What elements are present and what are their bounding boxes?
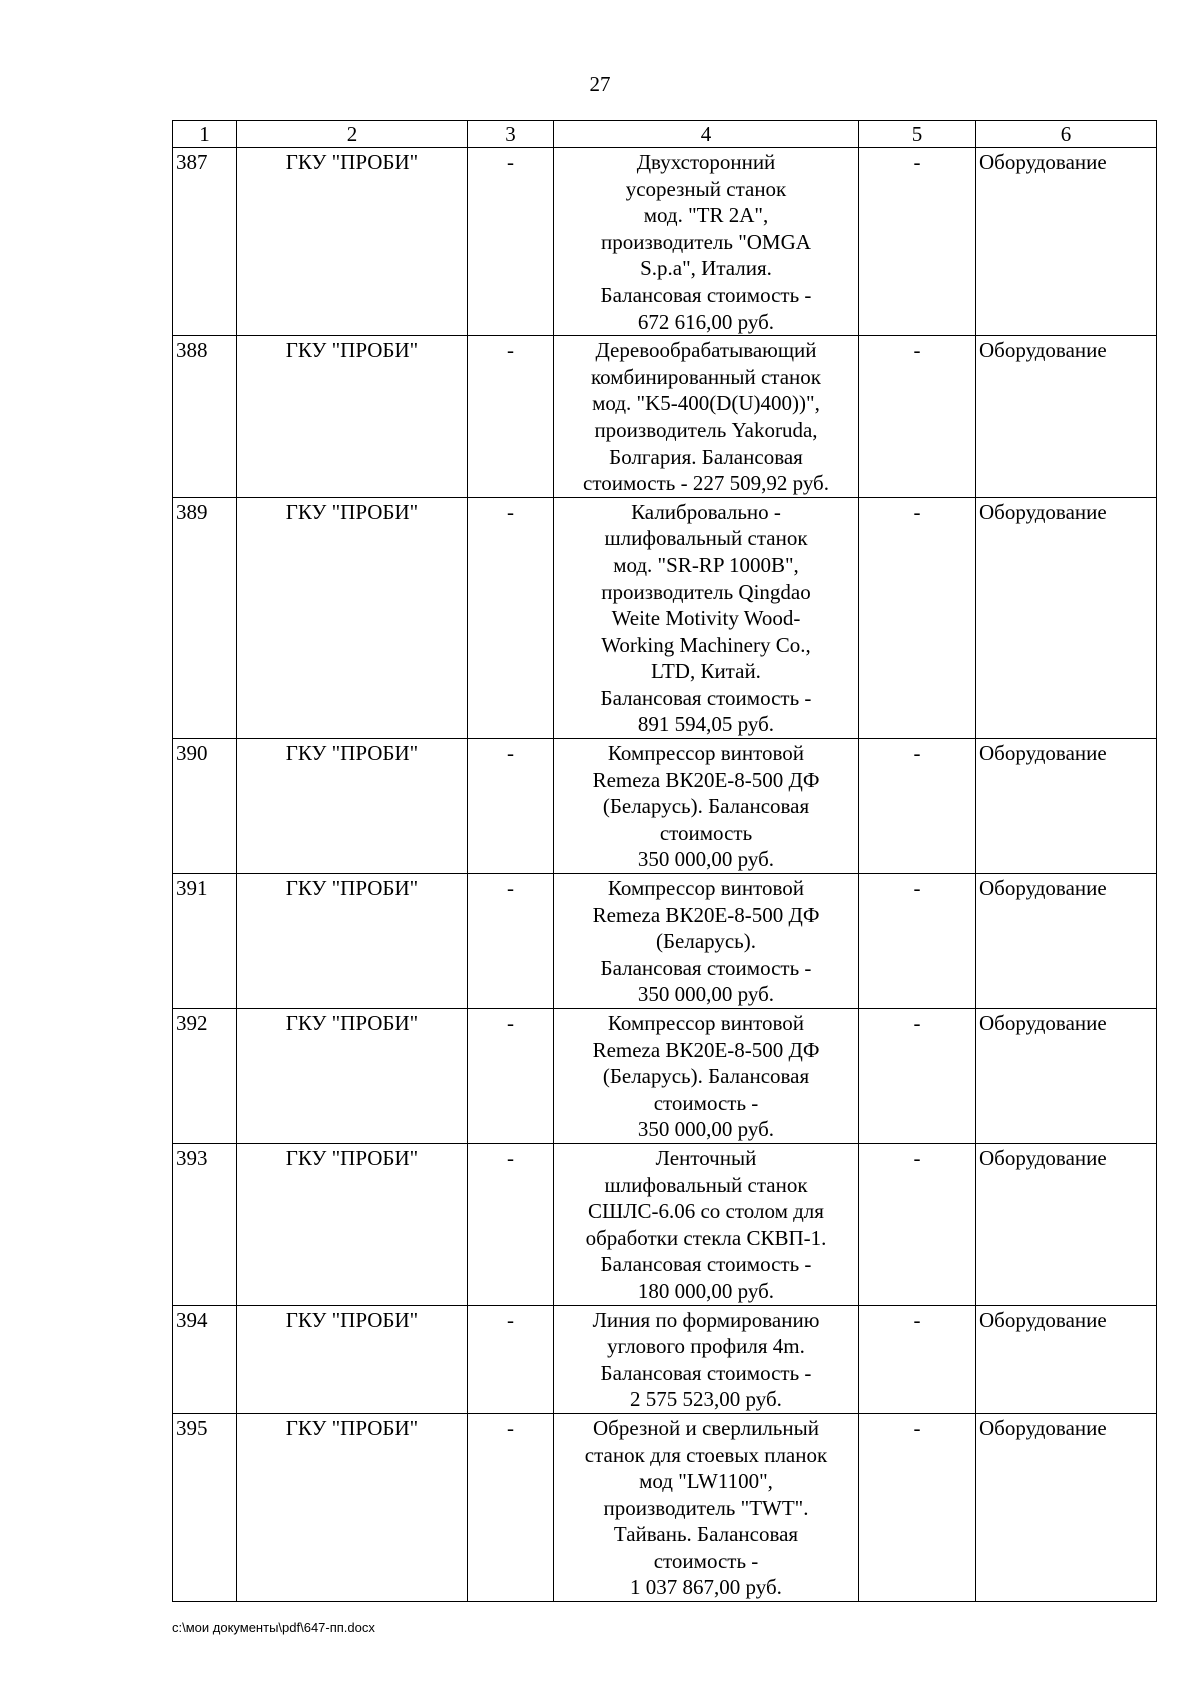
organization-cell: ГКУ "ПРОБИ" [237, 1009, 468, 1144]
table-row [173, 497, 1157, 738]
property-type-cell: Оборудование [976, 739, 1157, 874]
property-type-cell: Оборудование [976, 148, 1157, 336]
row-number: 387 [173, 148, 237, 336]
row-number: 389 [173, 497, 237, 738]
organization-cell: ГКУ "ПРОБИ" [237, 1143, 468, 1305]
organization-cell: ГКУ "ПРОБИ" [237, 1413, 468, 1601]
column-3-cell: - [468, 1413, 554, 1601]
organization-cell: ГКУ "ПРОБИ" [237, 497, 468, 738]
description-cell: Компрессор винтовой Remeza ВК20Е-8-500 ДФ (Беларусь). Балансовая стоимость - 350 000,00 руб. [554, 1009, 859, 1144]
organization-cell: ГКУ "ПРОБИ" [237, 1305, 468, 1413]
row-number: 394 [173, 1305, 237, 1413]
row-number: 393 [173, 1143, 237, 1305]
column-3-cell: - [468, 1143, 554, 1305]
table-row [173, 336, 1157, 498]
description-cell: Компрессор винтовой Remeza ВК20Е-8-500 ДФ (Беларусь). Балансовая стоимость - 350 000,00 руб. [554, 874, 859, 1009]
column-header: 6 [976, 121, 1157, 148]
table-header-row [173, 121, 1157, 148]
column-3-cell: - [468, 336, 554, 498]
table-row [173, 1143, 1157, 1305]
column-5-cell: - [859, 1305, 976, 1413]
column-3-cell: - [468, 1009, 554, 1144]
description-cell: Двухсторонний усорезный станок мод. "TR 2A", производитель "OMGA S.p.a", Италия. Балансовая стоимость - 672 616,00 руб. [554, 148, 859, 336]
column-5-cell: - [859, 1009, 976, 1144]
row-number: 390 [173, 739, 237, 874]
description-cell: Деревообрабатывающий комбинированный станок мод. "K5-400(D(U)400))", производитель Yakoruda, Болгария. Балансовая стоимость - 227 509,92 руб. [554, 336, 859, 498]
property-type-cell: Оборудование [976, 874, 1157, 1009]
column-3-cell: - [468, 148, 554, 336]
organization-cell: ГКУ "ПРОБИ" [237, 336, 468, 498]
column-5-cell: - [859, 874, 976, 1009]
description-cell: Ленточный шлифовальный станок СШЛС-6.06 со столом для обработки стекла СКВП-1. Балансовая стоимость - 180 000,00 руб. [554, 1143, 859, 1305]
column-header: 1 [173, 121, 237, 148]
property-type-cell: Оборудование [976, 497, 1157, 738]
page-number: 27 [589, 72, 611, 96]
organization-cell: ГКУ "ПРОБИ" [237, 148, 468, 336]
column-header: 4 [554, 121, 859, 148]
column-5-cell: - [859, 336, 976, 498]
row-number: 388 [173, 336, 237, 498]
property-type-cell: Оборудование [976, 1305, 1157, 1413]
column-5-cell: - [859, 739, 976, 874]
organization-cell: ГКУ "ПРОБИ" [237, 874, 468, 1009]
column-5-cell: - [859, 148, 976, 336]
table-row [173, 1305, 1157, 1413]
column-3-cell: - [468, 1305, 554, 1413]
description-cell: Компрессор винтовой Remeza ВК20Е-8-500 ДФ (Беларусь). Балансовая стоимость 350 000,00 руб. [554, 739, 859, 874]
row-number: 391 [173, 874, 237, 1009]
organization-cell: ГКУ "ПРОБИ" [237, 739, 468, 874]
property-table [172, 120, 1157, 1602]
column-3-cell: - [468, 739, 554, 874]
row-number: 395 [173, 1413, 237, 1601]
table-row [173, 148, 1157, 336]
column-5-cell: - [859, 1413, 976, 1601]
column-3-cell: - [468, 874, 554, 1009]
description-cell: Обрезной и сверлильный станок для стоевых планок мод "LW1100", производитель "TWT". Тайвань. Балансовая стоимость - 1 037 867,00 руб. [554, 1413, 859, 1601]
column-header: 2 [237, 121, 468, 148]
description-cell: Линия по формированию углового профиля 4m. Балансовая стоимость - 2 575 523,00 руб. [554, 1305, 859, 1413]
footer-file-path: c:\мои документы\pdf\647-пп.docx [172, 1620, 375, 1635]
table-row [173, 739, 1157, 874]
column-3-cell: - [468, 497, 554, 738]
property-type-cell: Оборудование [976, 1143, 1157, 1305]
table-row [173, 1009, 1157, 1144]
property-type-cell: Оборудование [976, 1009, 1157, 1144]
property-type-cell: Оборудование [976, 1413, 1157, 1601]
table-row [173, 1413, 1157, 1601]
description-cell: Калибровально - шлифовальный станок мод. "SR-RP 1000B", производитель Qingdao Weite Motivity Wood- Working Machinery Co., LTD, Китай. Балансовая стоимость - 891 594,05 руб. [554, 497, 859, 738]
column-header: 5 [859, 121, 976, 148]
column-5-cell: - [859, 497, 976, 738]
column-header: 3 [468, 121, 554, 148]
property-type-cell: Оборудование [976, 336, 1157, 498]
row-number: 392 [173, 1009, 237, 1144]
column-5-cell: - [859, 1143, 976, 1305]
table-row [173, 874, 1157, 1009]
